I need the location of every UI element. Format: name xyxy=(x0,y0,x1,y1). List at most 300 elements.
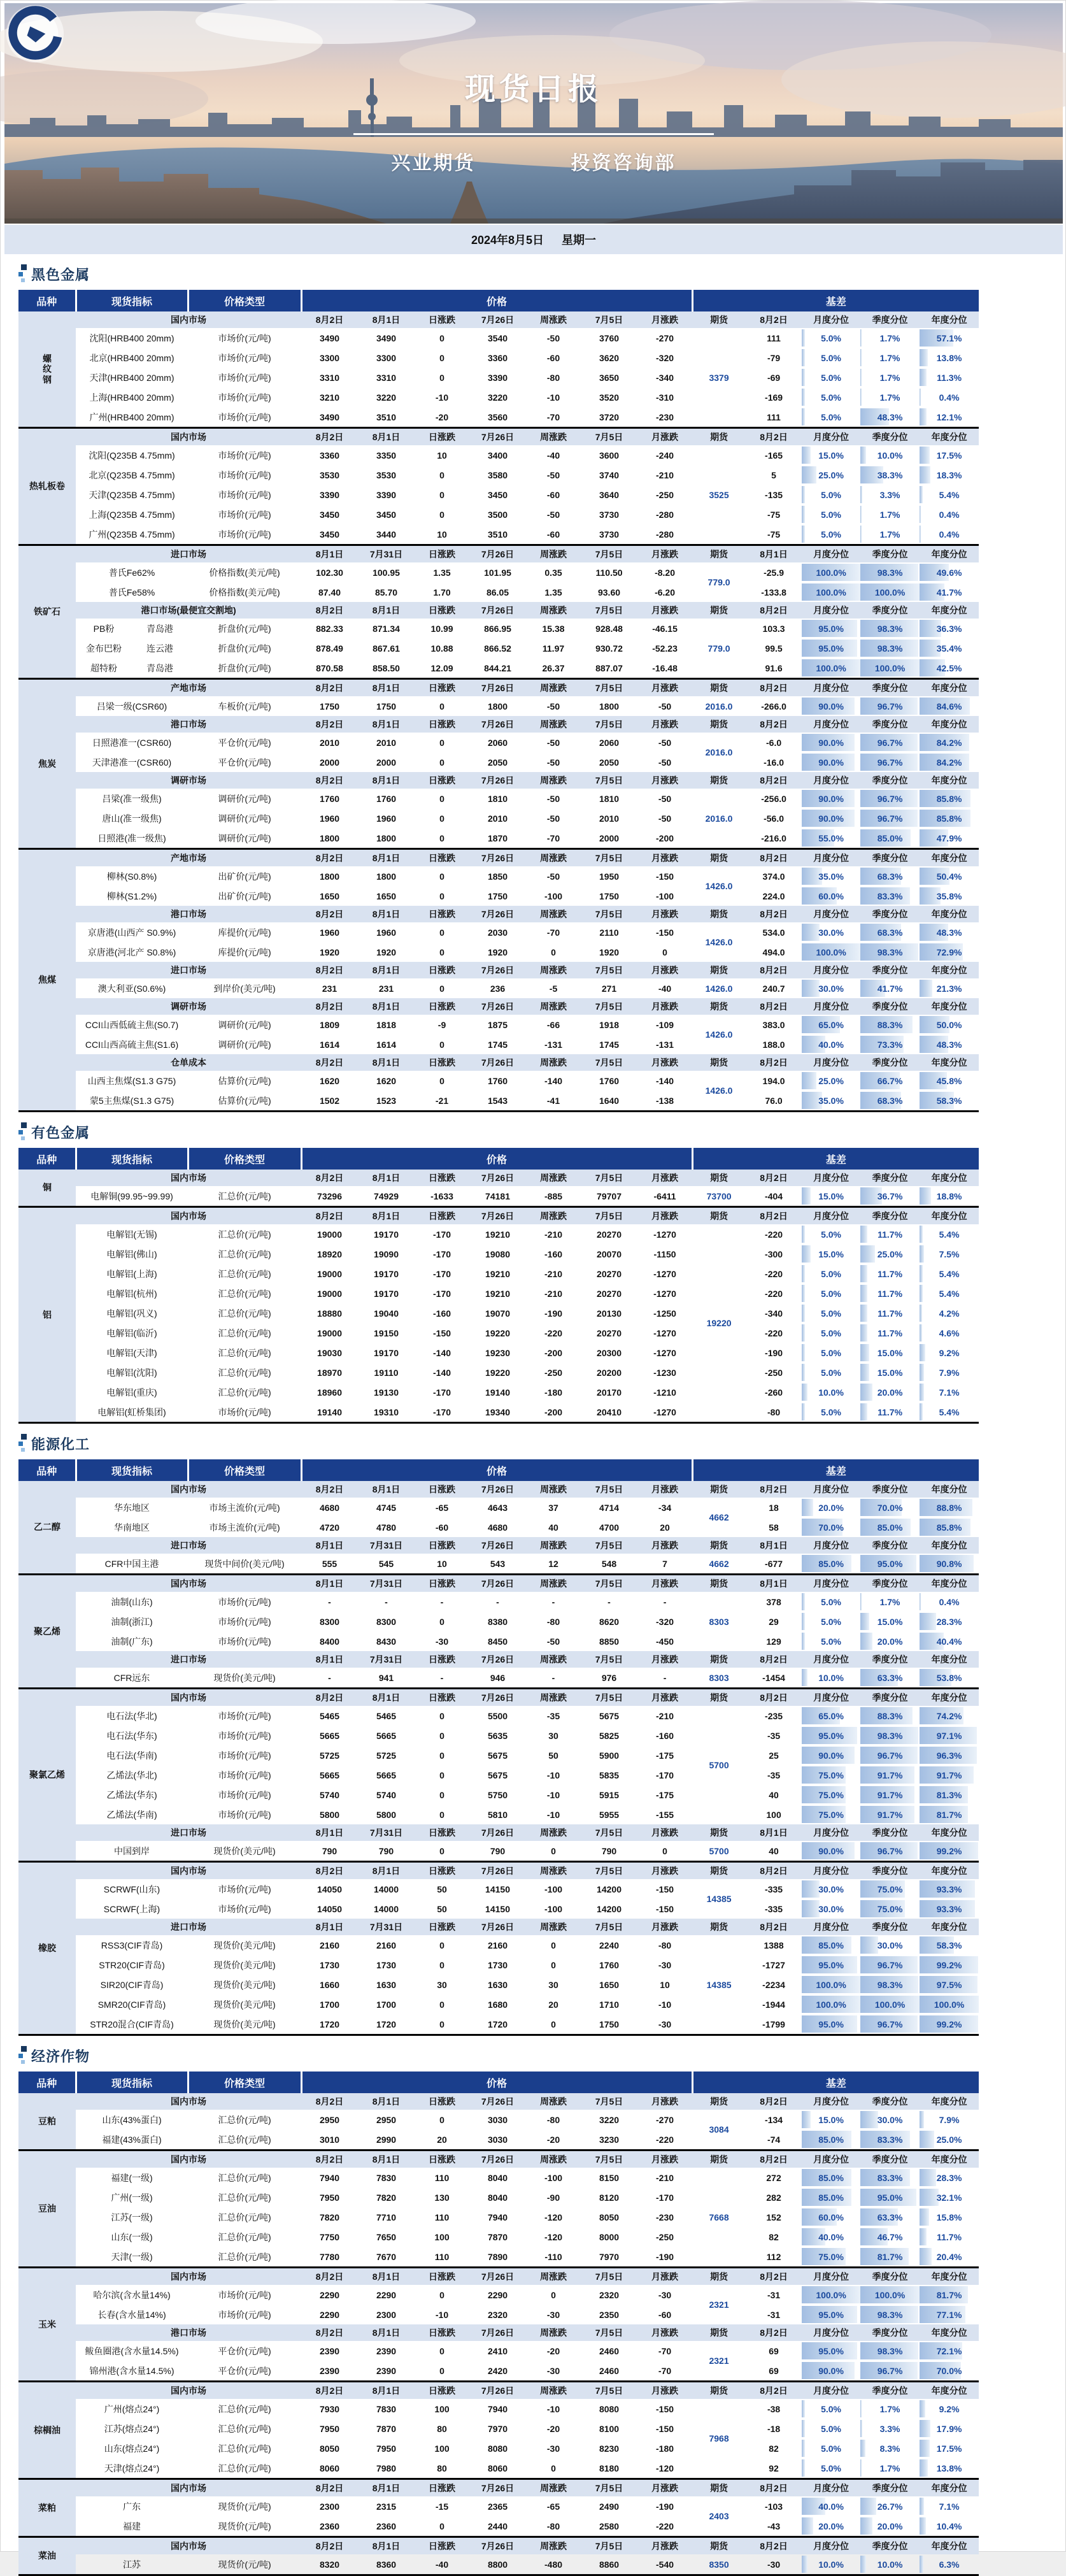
market-band-row xyxy=(18,545,979,563)
band-col-label: 周涨跌 xyxy=(526,602,581,619)
basis-cell: -169 xyxy=(765,392,783,403)
report-header-banner xyxy=(4,3,1063,224)
basis-cell: -256.0 xyxy=(761,793,786,804)
basis-cell: 378 xyxy=(766,1596,781,1607)
price-type-cell: 市场价(元/吨) xyxy=(218,1616,271,1627)
band-col-label: 周涨跌 xyxy=(526,545,581,563)
basis-cell: 194.0 xyxy=(762,1075,785,1086)
band-col-label: 月度分位 xyxy=(802,1207,860,1225)
basis-cell: 5 xyxy=(771,469,776,480)
market-label: 港口市场 xyxy=(76,906,301,922)
price-type-cell: 汇总价(元/吨) xyxy=(218,1347,271,1358)
price-cell: 87.40 xyxy=(318,587,341,597)
change-cell: -140 xyxy=(433,1367,451,1378)
percentile-cell: 98.3% xyxy=(860,2305,920,2324)
band-col-label: 日涨跌 xyxy=(415,849,469,867)
band-col-label: 8月1日 xyxy=(301,1537,358,1554)
table-row xyxy=(18,1955,979,1975)
band-col-label: 周涨跌 xyxy=(526,2268,581,2286)
band-col-label: 8月1日 xyxy=(358,1689,415,1707)
change-cell: 0 xyxy=(439,1039,444,1050)
market-label: 国内市场 xyxy=(76,2150,301,2168)
change-cell: -1633 xyxy=(430,1191,453,1201)
basis-cell: 111 xyxy=(767,411,781,422)
percentile-cell: 9.2% xyxy=(920,1343,979,1363)
price-type-cell: 平仓价(元/吨) xyxy=(218,737,271,748)
price-cell: 5675 xyxy=(487,1770,508,1780)
col-header-basis: 基差 xyxy=(692,290,979,311)
change-cell: -34 xyxy=(658,1502,672,1513)
band-col-label: 8月2日 xyxy=(746,1207,802,1225)
band-col-label: 8月2日 xyxy=(301,679,358,697)
table-row xyxy=(18,1498,979,1517)
market-band-row xyxy=(18,428,979,446)
col-header-price-type: 价格类型 xyxy=(188,1459,301,1481)
table-row xyxy=(18,407,979,428)
table-row xyxy=(18,2168,979,2187)
percentile-cell: 10.0% xyxy=(860,2554,920,2575)
percentile-cell: 18.3% xyxy=(920,465,979,485)
band-col-label: 期货 xyxy=(692,602,746,619)
city-skyline-art xyxy=(4,3,1063,224)
basis-cell: -300 xyxy=(765,1249,783,1259)
price-cell: 5900 xyxy=(599,1750,620,1761)
price-cell: 19170 xyxy=(374,1268,399,1279)
change-cell: 11.97 xyxy=(542,643,565,654)
percentile-cell: 35.0% xyxy=(802,1091,860,1112)
price-type-cell: 市场价(元/吨) xyxy=(218,2309,271,2320)
change-cell: -100 xyxy=(544,2172,563,2183)
change-cell: 20 xyxy=(548,1999,558,2010)
table-row xyxy=(18,1091,979,1112)
band-col-label: 7月26日 xyxy=(469,2268,526,2286)
percentile-cell: 100.0% xyxy=(860,2285,920,2305)
percentile-cell: 15.0% xyxy=(860,1343,920,1363)
change-cell: -180 xyxy=(656,2443,674,2454)
price-type-cell: 库提价(元/吨) xyxy=(218,927,271,938)
band-col-label: 7月26日 xyxy=(469,1824,526,1841)
table-row xyxy=(18,387,979,407)
band-col-label: 8月2日 xyxy=(746,428,802,446)
indicator-cell: 京唐港(河北产 S0.8%) xyxy=(87,947,176,957)
market-band-row xyxy=(18,716,979,733)
change-cell: -20 xyxy=(435,411,449,422)
price-cell: 2010 xyxy=(599,813,620,824)
price-cell: 74181 xyxy=(485,1191,510,1201)
percentile-cell: 100.0% xyxy=(920,1994,979,2014)
percentile-cell: 5.4% xyxy=(920,1224,979,1244)
percentile-cell: 55.0% xyxy=(802,828,860,849)
percentile-cell: 60.0% xyxy=(802,886,860,906)
basis-cell: -16.0 xyxy=(764,757,785,768)
band-col-label: 8月1日 xyxy=(358,679,415,697)
market-band-row xyxy=(18,2479,979,2497)
percentile-cell: 68.3% xyxy=(860,866,920,886)
percentile-cell: 100.0% xyxy=(802,658,860,679)
percentile-cell: 99.2% xyxy=(920,1955,979,1975)
percentile-cell: 46.7% xyxy=(860,2227,920,2247)
band-col-label: 8月1日 xyxy=(358,311,415,328)
band-col-label: 年度分位 xyxy=(920,1054,979,1071)
price-cell: 2290 xyxy=(319,2289,340,2300)
price-cell: 19000 xyxy=(317,1288,342,1299)
band-col-label: 8月1日 xyxy=(358,1207,415,1225)
section-bullet-icon xyxy=(17,1434,27,1453)
price-cell: 1700 xyxy=(376,1999,397,2010)
price-type-cell: 汇总价(元/吨) xyxy=(218,2251,271,2262)
basis-cell: -677 xyxy=(765,1558,783,1569)
band-col-label: 7月26日 xyxy=(469,545,526,563)
band-col-label: 周涨跌 xyxy=(526,1651,581,1668)
basis-cell: -220 xyxy=(765,1268,783,1279)
band-col-label: 月涨跌 xyxy=(637,311,692,328)
market-band-row xyxy=(18,1481,979,1498)
change-cell: 10 xyxy=(660,1979,670,1990)
band-col-label: 年度分位 xyxy=(920,1689,979,1707)
indicator-cell: 乙烯法(华东) xyxy=(106,1789,157,1800)
band-col-label: 8月2日 xyxy=(301,1170,358,1186)
price-cell: - xyxy=(496,1596,499,1607)
change-cell: 10.99 xyxy=(430,623,453,634)
change-cell: -210 xyxy=(544,1288,563,1299)
market-label: 国内市场 xyxy=(76,2479,301,2497)
percentile-cell: 10.0% xyxy=(802,1382,860,1402)
percentile-cell: 81.7% xyxy=(920,2285,979,2305)
price-cell: 1750 xyxy=(487,891,508,901)
percentile-cell: 30.0% xyxy=(802,1899,860,1919)
market-label: 国内市场 xyxy=(76,1862,301,1880)
band-col-label: 月涨跌 xyxy=(637,1919,692,1935)
price-cell: 19150 xyxy=(374,1327,399,1338)
band-col-label: 年度分位 xyxy=(920,2268,979,2286)
percentile-cell: 81.7% xyxy=(920,1805,979,1824)
price-cell: 2315 xyxy=(376,2501,397,2512)
percentile-cell: 9.2% xyxy=(920,2399,979,2419)
price-cell: 7750 xyxy=(319,2231,340,2242)
market-label: 国内市场 xyxy=(76,2537,301,2555)
band-col-label: 月度分位 xyxy=(802,1054,860,1071)
market-label: 国内市场 xyxy=(76,2268,301,2286)
price-cell: 7970 xyxy=(599,2251,620,2262)
table-row xyxy=(18,808,979,828)
price-cell: 8060 xyxy=(487,2463,508,2473)
percentile-cell: 83.3% xyxy=(860,886,920,906)
price-cell: 1650 xyxy=(599,1979,620,1990)
band-col-label: 月涨跌 xyxy=(637,772,692,789)
percentile-cell: 77.1% xyxy=(920,2305,979,2324)
price-cell: 2350 xyxy=(599,2309,620,2320)
market-label: 进口市场 xyxy=(76,1651,301,1668)
change-cell: -6411 xyxy=(653,1191,676,1201)
change-cell: -30 xyxy=(546,2365,560,2376)
col-header-price: 价格 xyxy=(301,1459,692,1481)
price-type-cell: 市场价(元/吨) xyxy=(218,1730,271,1741)
basis-cell: -25.9 xyxy=(764,567,785,578)
change-cell: 0 xyxy=(439,833,444,843)
percentile-cell: 74.2% xyxy=(920,1706,979,1726)
table-row xyxy=(18,328,979,348)
basis-cell: 534.0 xyxy=(762,927,785,938)
percentile-cell: 11.7% xyxy=(860,1284,920,1303)
band-col-label: 月度分位 xyxy=(802,1537,860,1554)
band-col-label: 8月1日 xyxy=(746,1575,802,1592)
band-col-label: 7月31日 xyxy=(358,1824,415,1841)
band-col-label: 8月2日 xyxy=(746,2150,802,2168)
price-cell: 8040 xyxy=(487,2172,508,2183)
change-cell: -100 xyxy=(544,891,563,901)
col-header-price-type: 价格类型 xyxy=(188,2072,301,2093)
percentile-cell: 21.3% xyxy=(920,978,979,998)
band-col-label: 月涨跌 xyxy=(637,849,692,867)
band-col-label: 年度分位 xyxy=(920,2537,979,2555)
band-col-label: 周涨跌 xyxy=(526,998,581,1015)
change-cell: -230 xyxy=(656,411,674,422)
price-cell: 3360 xyxy=(319,450,340,461)
indicator-cell: 锦州港(含水量14.5%) xyxy=(89,2365,174,2376)
percentile-cell: 35.0% xyxy=(802,866,860,886)
band-col-label: 7月26日 xyxy=(469,679,526,697)
price-cell: 1750 xyxy=(599,2019,620,2029)
indicator-cell: RSS3(CIF青岛) xyxy=(101,1940,163,1950)
price-cell: 7820 xyxy=(376,2192,397,2203)
price-cell: 1918 xyxy=(599,1019,620,1030)
percentile-cell: 15.0% xyxy=(802,1186,860,1207)
percentile-cell: 83.3% xyxy=(860,2168,920,2187)
percentile-cell: 90.0% xyxy=(802,789,860,808)
price-cell: 928.48 xyxy=(595,623,623,634)
table-row xyxy=(18,1935,979,1955)
band-col-label: 期货 xyxy=(692,428,746,446)
percentile-cell: 1.7% xyxy=(860,1592,920,1612)
market-band-row xyxy=(18,2382,979,2400)
change-cell: 110 xyxy=(434,2251,450,2262)
band-col-label: 7月26日 xyxy=(469,2324,526,2341)
price-cell: 844.21 xyxy=(484,662,511,673)
band-col-label: 8月2日 xyxy=(301,1862,358,1880)
band-col-label: 8月2日 xyxy=(301,2268,358,2286)
price-cell: 1710 xyxy=(599,1999,620,2010)
band-col-label: 7月26日 xyxy=(469,428,526,446)
band-col-label: 8月2日 xyxy=(746,2093,802,2110)
basis-cell: -220 xyxy=(765,1229,783,1240)
percentile-cell: 5.4% xyxy=(920,1284,979,1303)
band-col-label: 年度分位 xyxy=(920,998,979,1015)
table-row xyxy=(18,2305,979,2324)
price-type-cell: 汇总价(元/吨) xyxy=(218,2403,271,2414)
band-col-label: 日涨跌 xyxy=(415,1824,469,1841)
price-cell: 8800 xyxy=(487,2559,508,2570)
price-cell: 941 xyxy=(378,1672,394,1683)
percentile-cell: 1.7% xyxy=(860,368,920,387)
band-col-label: 年度分位 xyxy=(920,679,979,697)
price-cell: 1760 xyxy=(319,793,340,804)
table-row xyxy=(18,2341,979,2361)
band-col-label: 日涨跌 xyxy=(415,2479,469,2497)
band-col-label: 8月2日 xyxy=(746,2324,802,2341)
percentile-cell: 88.3% xyxy=(860,1015,920,1034)
change-cell: -190 xyxy=(656,2501,674,2512)
band-col-label: 7月26日 xyxy=(469,1054,526,1071)
change-cell: -10 xyxy=(546,1789,560,1800)
band-col-label: 8月2日 xyxy=(746,772,802,789)
price-cell: 231 xyxy=(322,983,338,994)
band-col-label: 期货 xyxy=(692,1537,746,1554)
percentile-cell: 41.7% xyxy=(860,978,920,998)
band-col-label: 期货 xyxy=(692,998,746,1015)
band-col-label: 8月1日 xyxy=(301,1651,358,1668)
basis-cell: -133.8 xyxy=(761,587,786,597)
basis-cell: 152 xyxy=(766,2212,781,2222)
percentile-cell: 75.0% xyxy=(802,1785,860,1805)
band-col-label: 季度分位 xyxy=(860,1862,920,1880)
band-col-label: 7月26日 xyxy=(469,716,526,733)
band-col-label: 8月2日 xyxy=(301,2537,358,2555)
price-cell: 1760 xyxy=(376,793,397,804)
band-col-label: 年度分位 xyxy=(920,602,979,619)
table-row xyxy=(18,2285,979,2305)
market-band-row xyxy=(18,1689,979,1707)
indicator-cell: 山东(43%蛋白) xyxy=(102,2114,162,2125)
percentile-cell: 97.1% xyxy=(920,1726,979,1745)
change-cell: -80 xyxy=(546,2521,560,2531)
change-cell: -140 xyxy=(544,1075,563,1086)
price-type-cell: 汇总价(元/吨) xyxy=(218,2192,271,2203)
section-title-text: 有色金属 xyxy=(31,1124,90,1141)
price-type-cell: 市场价(元/吨) xyxy=(218,450,271,461)
indicator-cell: 澳大利亚(S0.6%) xyxy=(97,983,166,994)
price-type-cell: 汇总价(元/吨) xyxy=(218,1327,271,1338)
change-cell: 100 xyxy=(434,2443,450,2454)
price-cell: 3520 xyxy=(599,392,620,403)
change-cell: -50 xyxy=(546,469,560,480)
price-type-cell: 汇总价(元/吨) xyxy=(218,2172,271,2183)
percentile-cell: 41.7% xyxy=(920,582,979,602)
change-cell: 37 xyxy=(548,1502,558,1513)
change-cell: 0 xyxy=(439,1750,444,1761)
percentile-cell: 90.0% xyxy=(802,2361,860,2382)
price-cell: 976 xyxy=(601,1672,617,1683)
change-cell: 0 xyxy=(439,871,444,882)
percentile-cell: 72.9% xyxy=(920,942,979,962)
band-col-label: 日涨跌 xyxy=(415,2268,469,2286)
change-cell: -15 xyxy=(435,2501,449,2512)
change-cell: -65 xyxy=(546,2501,560,2512)
percentile-cell: 100.0% xyxy=(802,1994,860,2014)
price-cell: 8000 xyxy=(599,2231,620,2242)
percentile-cell: 90.0% xyxy=(802,733,860,752)
price-cell: 3390 xyxy=(487,372,508,383)
price-type-cell: 市场价(元/吨) xyxy=(218,529,271,540)
price-cell: 3530 xyxy=(319,469,340,480)
change-cell: 20 xyxy=(437,2134,447,2145)
price-cell: 3030 xyxy=(487,2134,508,2145)
percentile-cell: 72.1% xyxy=(920,2341,979,2361)
basis-cell: 272 xyxy=(766,2172,781,2183)
change-cell: 0 xyxy=(439,813,444,824)
percentile-cell: 32.1% xyxy=(920,2187,979,2207)
price-type-cell: 估算价(元/吨) xyxy=(218,1075,271,1086)
price-cell: 1875 xyxy=(487,1019,508,1030)
col-header-indicator: 现货指标 xyxy=(76,1459,188,1481)
basis-cell: 99.5 xyxy=(765,643,783,654)
price-cell: 3760 xyxy=(599,333,620,343)
price-type-cell: 库提价(元/吨) xyxy=(218,947,271,957)
price-cell: 110.50 xyxy=(595,567,623,578)
price-cell: 2420 xyxy=(487,2365,508,2376)
band-col-label: 7月31日 xyxy=(358,1919,415,1935)
price-cell: 7780 xyxy=(319,2251,340,2262)
price-type-cell: 折盘价(元/吨) xyxy=(218,623,271,634)
percentile-cell: 5.0% xyxy=(802,1323,860,1343)
price-cell: 930.72 xyxy=(595,643,623,654)
band-col-label: 月涨跌 xyxy=(637,2324,692,2341)
futures-price-cell: 1426.0 xyxy=(705,937,733,947)
band-col-label: 月度分位 xyxy=(802,2324,860,2341)
change-cell: 0 xyxy=(551,1959,556,1970)
percentile-cell: 60.0% xyxy=(802,2207,860,2227)
percentile-cell: 20.0% xyxy=(802,2516,860,2537)
band-col-label: 年度分位 xyxy=(920,849,979,867)
change-cell: -120 xyxy=(544,2231,563,2242)
percentile-cell: 85.0% xyxy=(802,1554,860,1575)
price-cell: 3450 xyxy=(376,509,397,520)
price-type-cell: 市场价(元/吨) xyxy=(218,411,271,422)
band-col-label: 7月26日 xyxy=(469,1481,526,1498)
percentile-cell: 36.3% xyxy=(920,619,979,638)
price-cell: 7820 xyxy=(319,2212,340,2222)
percentile-cell: 83.3% xyxy=(860,2129,920,2150)
basis-cell: -216.0 xyxy=(761,833,786,843)
market-band-row xyxy=(18,1575,979,1592)
percentile-cell: 11.7% xyxy=(860,1224,920,1244)
band-col-label: 月度分位 xyxy=(802,1651,860,1668)
band-col-label: 周涨跌 xyxy=(526,2093,581,2110)
band-col-label: 7月5日 xyxy=(581,1481,637,1498)
band-col-label: 8月2日 xyxy=(301,849,358,867)
price-cell: 5675 xyxy=(599,1710,620,1721)
price-type-cell: 汇总价(元/吨) xyxy=(218,1367,271,1378)
price-cell: 14200 xyxy=(597,1903,622,1914)
band-col-label: 期货 xyxy=(692,772,746,789)
table-row xyxy=(18,1284,979,1303)
indicator-cell: 电解铝(虹桥集团) xyxy=(97,1406,166,1417)
basis-cell: -1944 xyxy=(762,1999,785,2010)
table-row xyxy=(18,562,979,582)
band-col-label: 季度分位 xyxy=(860,2150,920,2168)
band-col-label: 8月2日 xyxy=(746,998,802,1015)
percentile-cell: 5.0% xyxy=(802,1224,860,1244)
basis-cell: -103 xyxy=(765,2501,783,2512)
basis-cell: 103.3 xyxy=(762,623,785,634)
band-col-label: 周涨跌 xyxy=(526,716,581,733)
price-cell: 1630 xyxy=(487,1979,508,1990)
band-col-label: 8月1日 xyxy=(358,1481,415,1498)
indicator-cell: 哈尔滨(含水量14%) xyxy=(93,2289,171,2300)
basis-cell: 129 xyxy=(766,1636,781,1647)
futures-price-cell: 8303 xyxy=(709,1616,729,1627)
indicator-cell: 电石法(华北) xyxy=(106,1710,157,1721)
band-col-label: 7月5日 xyxy=(581,2382,637,2400)
basis-cell: -165 xyxy=(765,450,783,461)
band-col-label: 季度分位 xyxy=(860,849,920,867)
price-cell: 8230 xyxy=(599,2443,620,2454)
price-cell: 7830 xyxy=(376,2403,397,2414)
percentile-cell: 5.0% xyxy=(802,1402,860,1423)
change-cell: -20 xyxy=(546,2423,560,2434)
change-cell: -50 xyxy=(546,1636,560,1647)
indicator-cell: 沈阳(HRB400 20mm) xyxy=(89,333,174,343)
futures-price-cell: 3379 xyxy=(709,372,729,383)
